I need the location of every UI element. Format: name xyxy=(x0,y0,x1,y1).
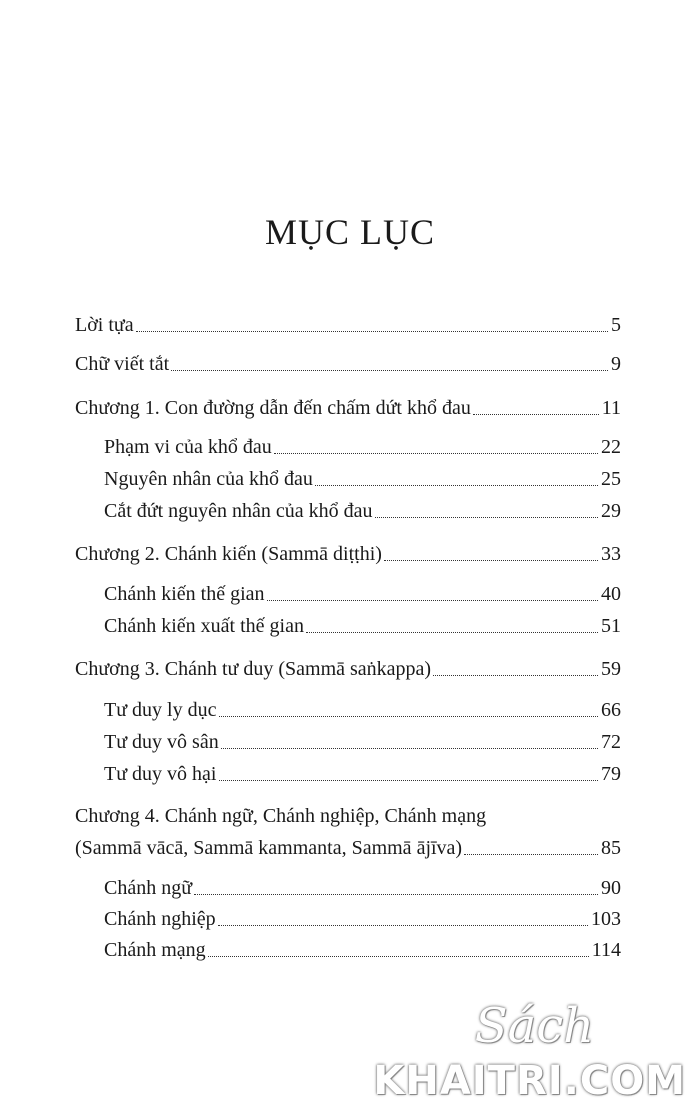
toc-entry-label: Cắt đứt nguyên nhân của khổ đau xyxy=(104,500,373,522)
dot-leader xyxy=(464,854,598,855)
toc-entry-label: Nguyên nhân của khổ đau xyxy=(104,468,313,490)
toc-page-number: 11 xyxy=(601,397,621,419)
dot-leader xyxy=(274,453,598,454)
toc-entry-label: Chánh kiến xuất thế gian xyxy=(104,615,304,637)
dot-leader xyxy=(315,485,598,486)
toc-page-number: 90 xyxy=(601,877,621,899)
toc-page-number: 66 xyxy=(601,699,621,721)
toc-entry-label: Lời tựa xyxy=(75,314,134,336)
dot-leader xyxy=(473,414,599,415)
toc-entry-label: Tư duy vô hại xyxy=(104,763,217,785)
toc-entry-label: Chánh kiến thế gian xyxy=(104,583,265,605)
page-title: MỤC LỤC xyxy=(264,212,436,252)
toc-entry-label: Chương 3. Chánh tư duy (Sammā saṅkappa) xyxy=(75,658,432,680)
watermark-brand: KHAITRI.COM xyxy=(373,1058,686,1104)
toc-entry-label: Chánh ngữ xyxy=(104,877,193,899)
toc-entry xyxy=(75,656,621,682)
toc-page-number: 29 xyxy=(601,500,621,522)
toc-entry xyxy=(75,541,621,567)
toc-entry xyxy=(75,395,621,421)
toc-entry xyxy=(75,351,621,377)
dot-leader xyxy=(267,600,598,601)
toc-page-number: 79 xyxy=(601,763,621,785)
toc-entry xyxy=(104,697,621,723)
watermark-script: Sách xyxy=(474,998,594,1054)
dot-leader xyxy=(221,748,598,749)
toc-page-number: 103 xyxy=(591,908,621,930)
toc-entry xyxy=(104,761,621,787)
toc-entry-label: (Sammā vācā, Sammā kammanta, Sammā ājīva) xyxy=(75,837,463,859)
toc-entry-label-line1: Chương 4. Chánh ngữ, Chánh nghiệp, Chánh mạng xyxy=(75,805,487,827)
toc-entry xyxy=(104,875,621,901)
toc-entry xyxy=(104,613,621,639)
toc-page-number: 85 xyxy=(601,837,621,859)
dot-leader xyxy=(208,956,589,957)
dot-leader xyxy=(219,716,599,717)
dot-leader xyxy=(218,925,588,926)
toc-page-number: 72 xyxy=(601,731,621,753)
toc-entry xyxy=(104,498,621,524)
toc-entry xyxy=(104,581,621,607)
toc-entry-label: Chữ viết tắt xyxy=(75,353,170,375)
toc-entry xyxy=(75,312,621,338)
toc-entry xyxy=(75,835,621,861)
toc-page-number: 40 xyxy=(601,583,621,605)
toc-entry-label: Chương 2. Chánh kiến (Sammā diṭṭhi) xyxy=(75,543,382,565)
toc-entry xyxy=(104,434,621,460)
toc-entry-label: Tư duy vô sân xyxy=(104,731,219,753)
toc-entry-label: Tư duy ly dục xyxy=(104,699,217,721)
dot-leader xyxy=(306,632,598,633)
toc-entry xyxy=(104,937,621,963)
toc-entry xyxy=(104,906,621,932)
toc-page-number: 22 xyxy=(601,436,621,458)
toc-page-number: 51 xyxy=(601,615,621,637)
toc-entry xyxy=(104,466,621,492)
dot-leader xyxy=(136,331,608,332)
toc-page-number: 9 xyxy=(611,353,621,375)
dot-leader xyxy=(433,675,598,676)
toc-entry-label: Phạm vi của khổ đau xyxy=(104,436,272,458)
toc-page-number: 33 xyxy=(601,543,621,565)
dot-leader xyxy=(194,894,598,895)
toc-page-number: 59 xyxy=(601,658,621,680)
watermark-logo xyxy=(356,998,686,1108)
toc-entry xyxy=(104,729,621,755)
toc-entry-label: Chánh nghiệp xyxy=(104,908,216,930)
toc-entry-label: Chánh mạng xyxy=(104,939,206,961)
toc-entry-label: Chương 1. Con đường dẫn đến chấm dứt khổ đau xyxy=(75,397,471,419)
dot-leader xyxy=(171,370,608,371)
toc-page-number: 25 xyxy=(601,468,621,490)
dot-leader xyxy=(219,780,599,781)
dot-leader xyxy=(384,560,598,561)
dot-leader xyxy=(375,517,598,518)
toc-page-number: 114 xyxy=(591,939,621,961)
toc-page-number: 5 xyxy=(611,314,621,336)
